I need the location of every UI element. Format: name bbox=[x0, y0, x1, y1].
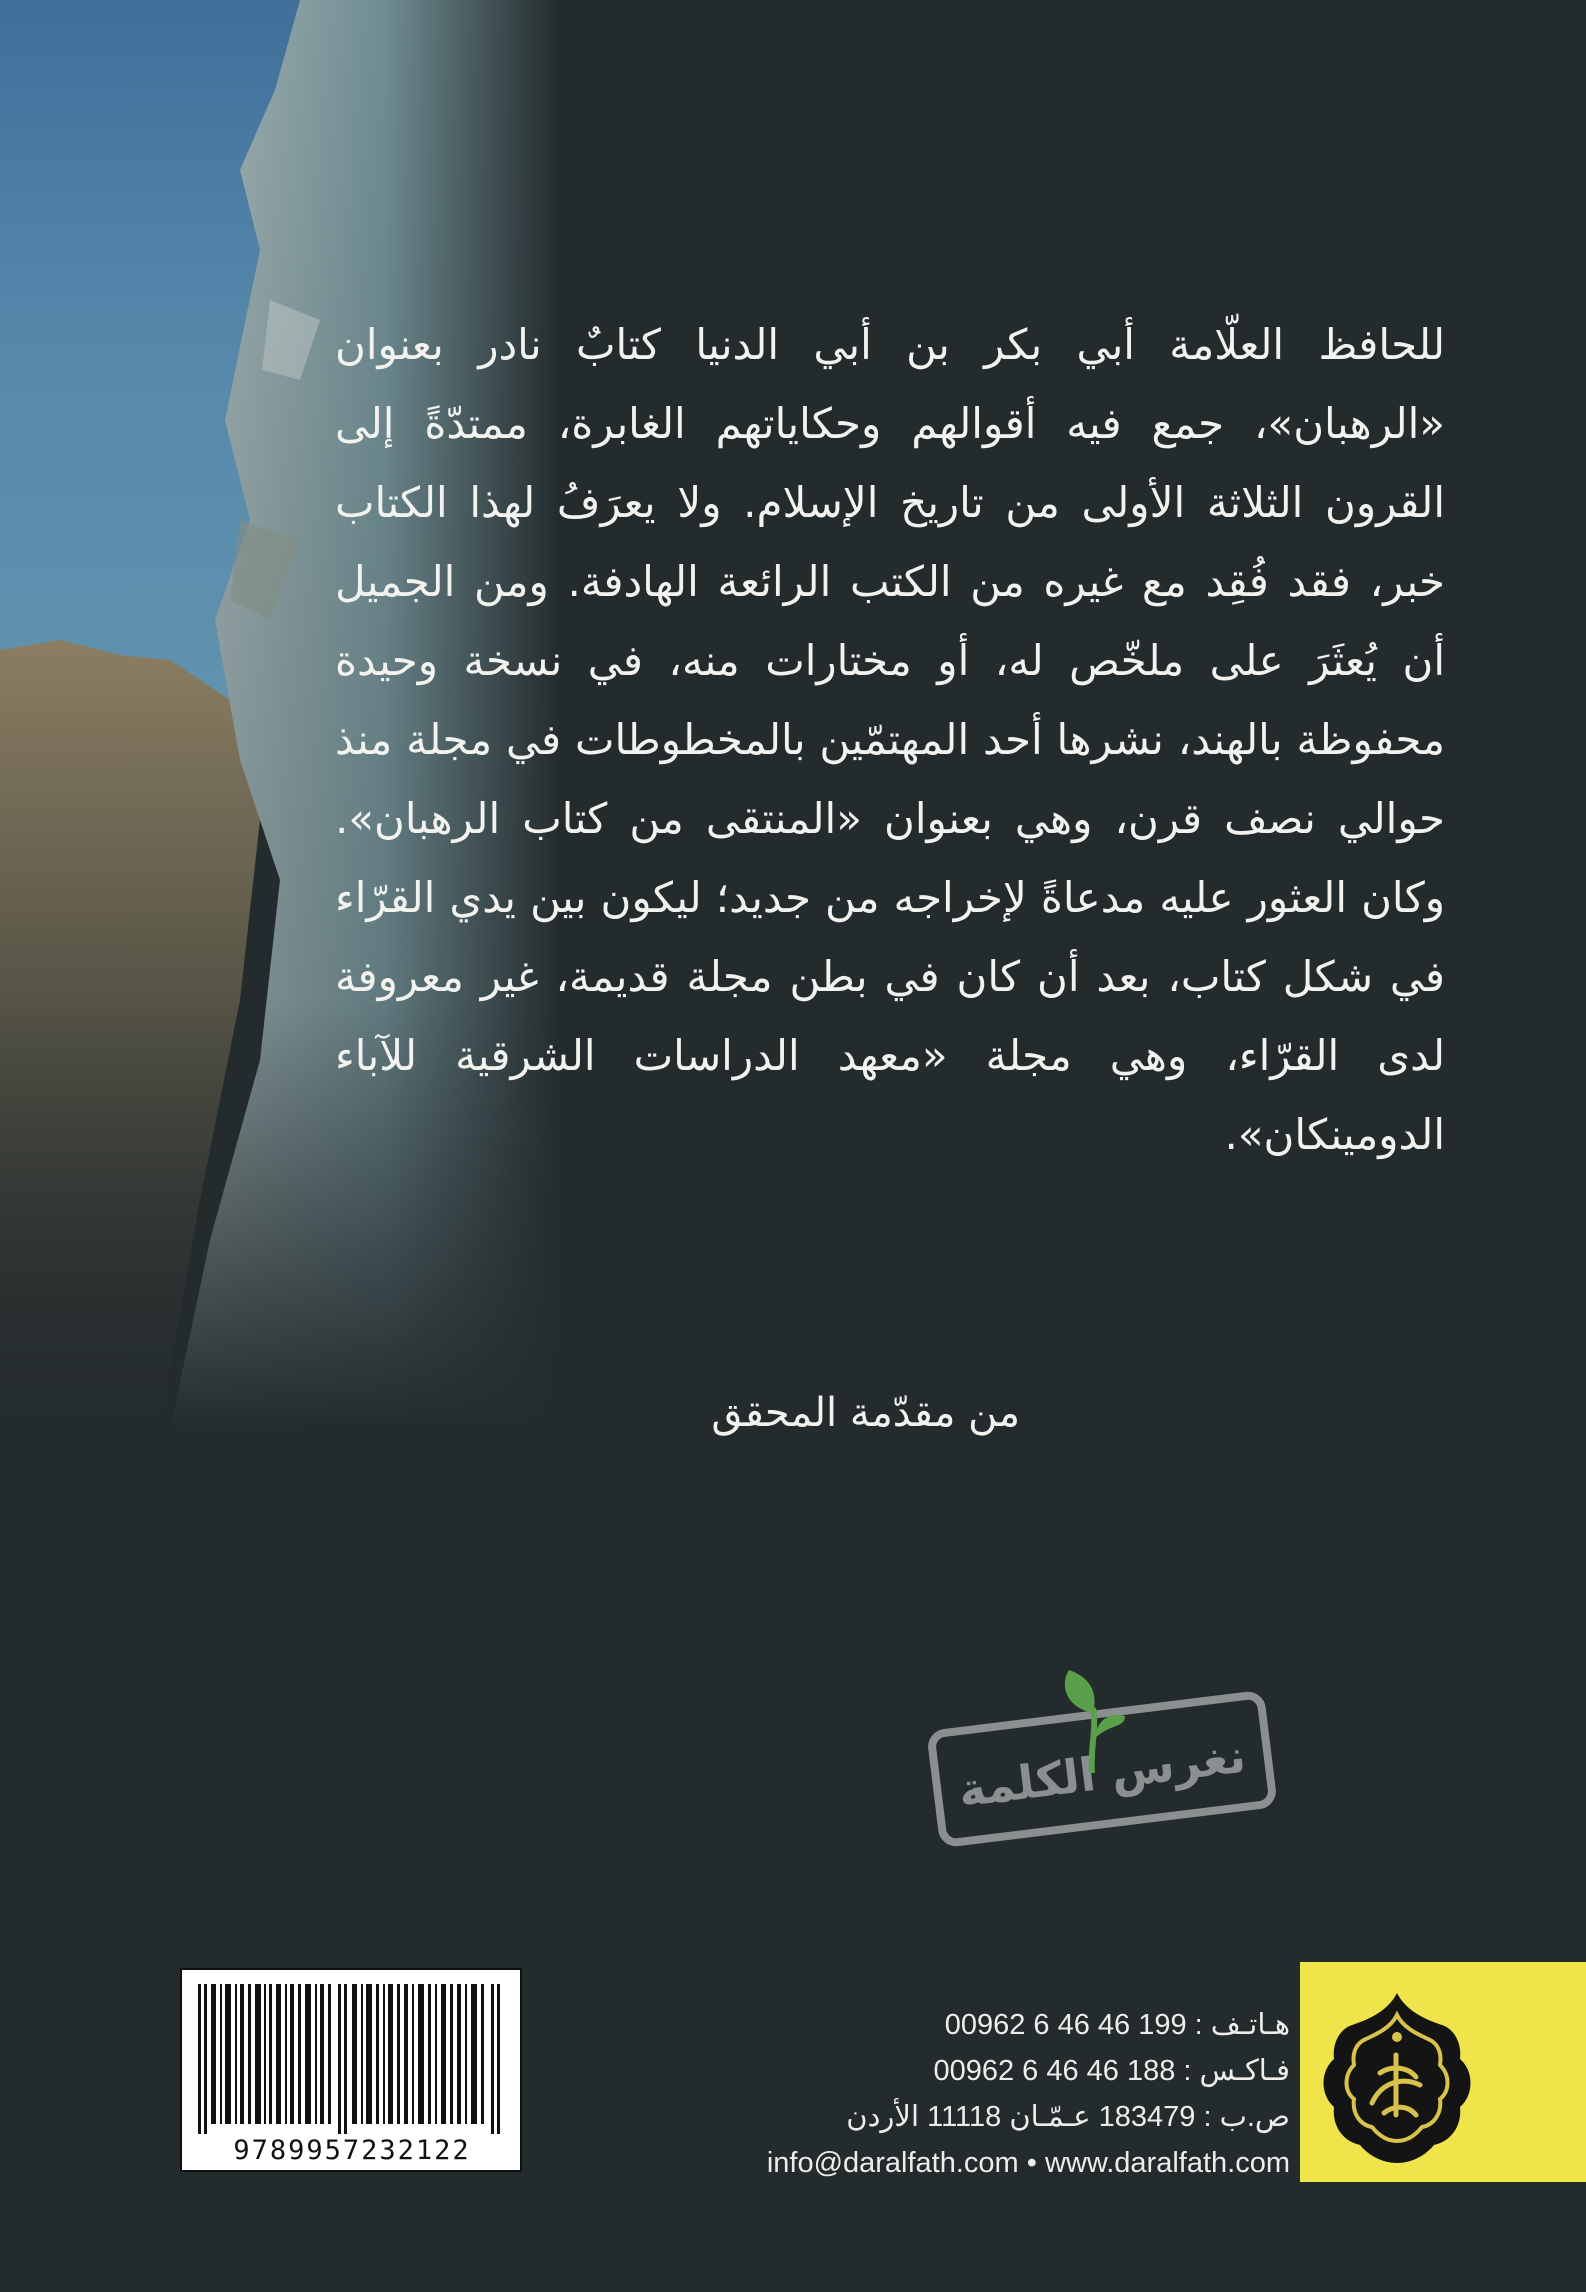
blurb-source: من مقدّمة المحقق bbox=[711, 1390, 1020, 1436]
po-box-number: 183479 bbox=[1098, 2101, 1196, 2133]
website-link[interactable]: www.daralfath.com bbox=[1045, 2147, 1290, 2179]
fax-label: فـاكـس : bbox=[1183, 2055, 1290, 2087]
bullet-separator: • bbox=[1026, 2147, 1037, 2179]
phone-line bbox=[640, 2002, 1290, 2048]
series-stamp-logo bbox=[932, 1668, 1292, 1868]
back-cover-blurb: للحافظ العلّامة أبي بكر بن أبي الدنيا كتابٌ نادر بعنوان «الرهبان»، جمع فيه أقوالهم وحكاياتهم الغابرة، ممتدّةً إلى القرون الثلاثة الأولى من تاريخ الإسلام. ولا يعرَفُ لهذا الكتاب خبر، فقد فُقِد مع غيره من الكتب الرائعة الهادفة. ومن الجميل أن يُعثَرَ على ملخّص له، أو مختارات منه، في نسخة وحيدة محفوظة بالهند، نشرها أحد المهتمّين بالمخطوطات في مجلة منذ حوالي نصف قرن، وهي بعنوان «المنتقى من كتاب الرهبان». وكان العثور عليه مدعاةً لإخراجه من جديد؛ ليكون بين يدي القرّاء في شكل كتاب، بعد أن كان في بطن مجلة قديمة، غير معروفة لدى القرّاء، وهي مجلة «معهد الدراسات الشرقية للآباء الدومينكان». bbox=[335, 320, 1445, 1159]
sprout-leaf-icon bbox=[1057, 1668, 1127, 1778]
isbn-number: 9789957232122 bbox=[233, 2135, 471, 2166]
isbn-barcode bbox=[180, 1968, 522, 2172]
po-box-label: ص.ب : bbox=[1203, 2101, 1290, 2133]
fax-line bbox=[640, 2048, 1290, 2094]
phone-number: 00962 6 46 46 199 bbox=[944, 2009, 1187, 2041]
stamp-text: نغرس الكلمة bbox=[955, 1728, 1249, 1818]
phone-label: هـاتـف : bbox=[1194, 2009, 1290, 2041]
address-line bbox=[640, 2094, 1290, 2140]
email-link[interactable]: info@daralfath.com bbox=[766, 2147, 1019, 2179]
web-line bbox=[640, 2140, 1290, 2186]
country: الأردن bbox=[846, 2101, 920, 2133]
publisher-contact-info bbox=[640, 2002, 1290, 2186]
publisher-logo-icon bbox=[1312, 1985, 1482, 2170]
postal-code: 11118 bbox=[927, 2101, 1002, 2133]
barcode-bars bbox=[198, 1984, 508, 2134]
city: عـمّـان bbox=[1009, 2101, 1091, 2133]
fax-number: 00962 6 46 46 188 bbox=[933, 2055, 1176, 2087]
